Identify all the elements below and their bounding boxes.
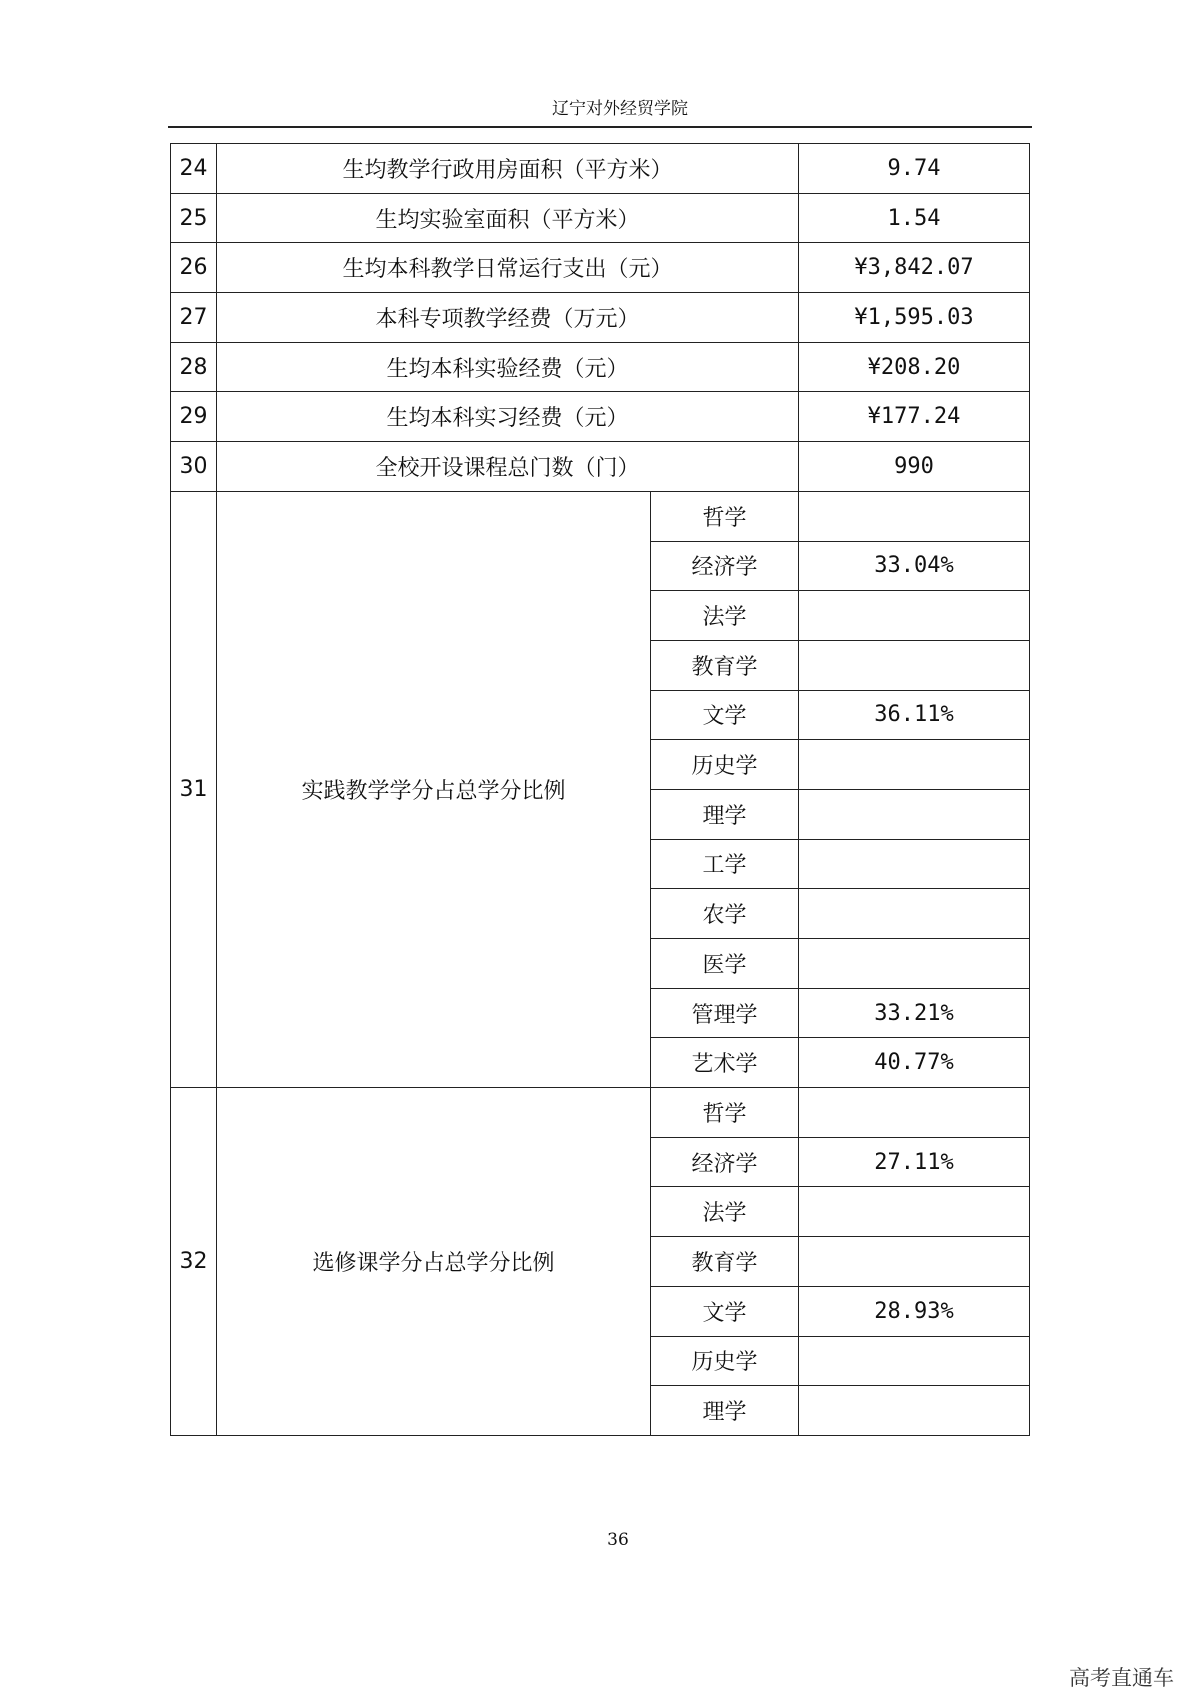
row-value: 990 xyxy=(799,442,1030,492)
row-number: 25 xyxy=(171,193,217,243)
table-row xyxy=(171,243,1030,293)
row-label: 生均教学行政用房面积（平方米） xyxy=(217,144,799,194)
page-header: 辽宁对外经贸学院 xyxy=(552,99,688,119)
row-label: 生均本科教学日常运行支出（元） xyxy=(217,243,799,293)
row-number: 26 xyxy=(171,243,217,293)
discipline-value: 33.21% xyxy=(799,988,1030,1038)
discipline-value xyxy=(799,1386,1030,1436)
discipline-value: 28.93% xyxy=(799,1286,1030,1336)
discipline-cell: 医学 xyxy=(651,939,799,989)
table-row xyxy=(171,342,1030,392)
discipline-value: 40.77% xyxy=(799,1038,1030,1088)
discipline-cell: 法学 xyxy=(651,591,799,641)
discipline-value xyxy=(799,1237,1030,1287)
discipline-value xyxy=(799,1088,1030,1138)
group-label: 实践教学学分占总学分比例 xyxy=(217,491,651,1087)
discipline-cell: 理学 xyxy=(651,1386,799,1436)
statistics-table xyxy=(170,143,1030,1436)
discipline-cell: 哲学 xyxy=(651,1088,799,1138)
row-label: 生均实验室面积（平方米） xyxy=(217,193,799,243)
table-row xyxy=(171,144,1030,194)
table-row xyxy=(171,491,1030,541)
discipline-cell: 农学 xyxy=(651,889,799,939)
discipline-cell: 理学 xyxy=(651,789,799,839)
discipline-cell: 法学 xyxy=(651,1187,799,1237)
discipline-value xyxy=(799,939,1030,989)
discipline-value xyxy=(799,491,1030,541)
row-label: 本科专项教学经费（万元） xyxy=(217,293,799,343)
group-number: 31 xyxy=(171,491,217,1087)
discipline-value xyxy=(799,1187,1030,1237)
header-rule xyxy=(168,126,1032,128)
row-value: ¥1,595.03 xyxy=(799,293,1030,343)
discipline-value xyxy=(799,889,1030,939)
row-value: ¥177.24 xyxy=(799,392,1030,442)
watermark: 高考直通车 xyxy=(1069,1666,1174,1690)
discipline-cell: 经济学 xyxy=(651,1137,799,1187)
row-label: 生均本科实习经费（元） xyxy=(217,392,799,442)
discipline-cell: 经济学 xyxy=(651,541,799,591)
discipline-cell: 管理学 xyxy=(651,988,799,1038)
discipline-value xyxy=(799,640,1030,690)
table-row xyxy=(171,193,1030,243)
row-value: 9.74 xyxy=(799,144,1030,194)
table-row xyxy=(171,442,1030,492)
discipline-cell: 教育学 xyxy=(651,640,799,690)
discipline-cell: 历史学 xyxy=(651,1336,799,1386)
discipline-value: 33.04% xyxy=(799,541,1030,591)
discipline-cell: 历史学 xyxy=(651,740,799,790)
row-number: 27 xyxy=(171,293,217,343)
table-row xyxy=(171,293,1030,343)
discipline-value: 36.11% xyxy=(799,690,1030,740)
row-value: ¥3,842.07 xyxy=(799,243,1030,293)
row-number: 28 xyxy=(171,342,217,392)
table-row xyxy=(171,1088,1030,1138)
discipline-cell: 文学 xyxy=(651,690,799,740)
row-number: 24 xyxy=(171,144,217,194)
discipline-cell: 哲学 xyxy=(651,491,799,541)
discipline-cell: 教育学 xyxy=(651,1237,799,1287)
group-label: 选修课学分占总学分比例 xyxy=(217,1088,651,1436)
discipline-value xyxy=(799,839,1030,889)
discipline-value xyxy=(799,1336,1030,1386)
discipline-value xyxy=(799,591,1030,641)
page-number: 36 xyxy=(607,1530,629,1550)
table-row xyxy=(171,392,1030,442)
discipline-value xyxy=(799,740,1030,790)
row-label: 生均本科实验经费（元） xyxy=(217,342,799,392)
row-number: 29 xyxy=(171,392,217,442)
row-value: ¥208.20 xyxy=(799,342,1030,392)
discipline-value: 27.11% xyxy=(799,1137,1030,1187)
row-value: 1.54 xyxy=(799,193,1030,243)
discipline-cell: 工学 xyxy=(651,839,799,889)
group-number: 32 xyxy=(171,1088,217,1436)
discipline-cell: 文学 xyxy=(651,1286,799,1336)
row-label: 全校开设课程总门数（门） xyxy=(217,442,799,492)
discipline-cell: 艺术学 xyxy=(651,1038,799,1088)
row-number: 30 xyxy=(171,442,217,492)
discipline-value xyxy=(799,789,1030,839)
